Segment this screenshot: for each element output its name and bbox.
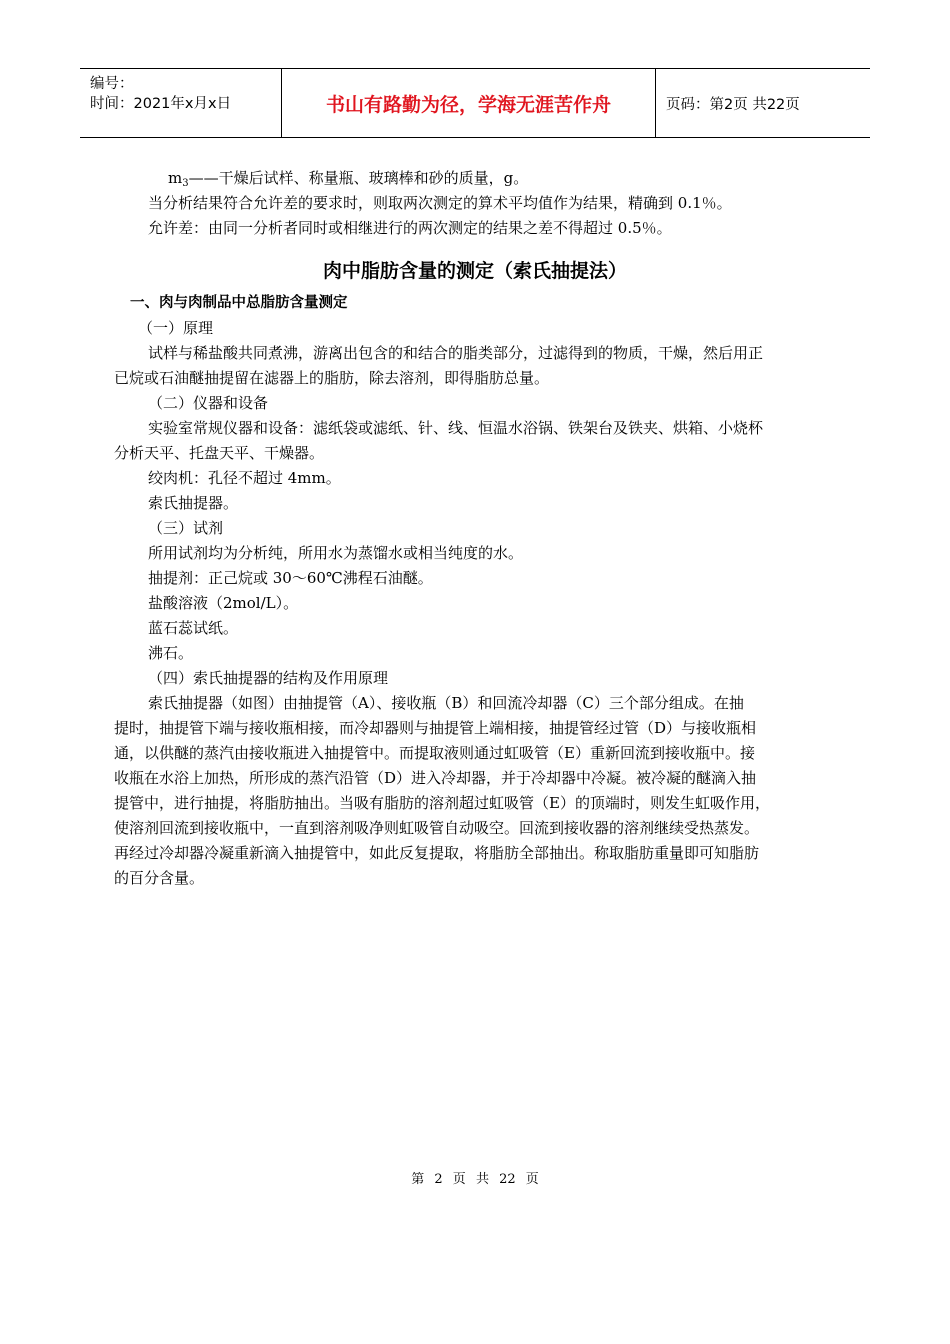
page-header — [80, 68, 870, 138]
reagent-line: 沸石。 — [148, 644, 194, 662]
document-title: 肉中脂肪含量的测定（索氏抽提法） — [322, 260, 627, 282]
principle-heading: （一）原理 — [138, 319, 214, 337]
footer-ye: 页 — [525, 1172, 539, 1187]
time-label: 时间：2021年x月x日 — [90, 96, 232, 112]
footer-total-pages: 22 — [499, 1172, 516, 1187]
reagent-line: 所用试剂均为分析纯，所用水为蒸馏水或相当纯度的水。 — [148, 544, 524, 562]
principle-line: 试样与稀盐酸共同煮沸，游离出包含的和结合的脂类部分，过滤得到的物质，干燥，然后用正 — [148, 344, 764, 362]
m3-subscript: 3 — [182, 178, 189, 189]
header-meta-cell — [80, 69, 282, 137]
structure-line: 的百分含量。 — [114, 869, 205, 887]
equipment-line: 绞肉机：孔径不超过 4mm。 — [148, 469, 341, 487]
structure-line: 提时，抽提管下端与接收瓶相接，而冷却器则与抽提管上端相接，抽提管经过管（D）与接收瓶相 — [114, 719, 757, 737]
footer-page-number: 2 — [434, 1172, 443, 1187]
structure-line: 提管中，进行抽提，将脂肪抽出。当吸有脂肪的溶剂超过虹吸管（E）的顶端时，则发生虹吸作用， — [114, 794, 770, 812]
structure-line: 使溶剂回流到接收瓶中，一直到溶剂吸净则虹吸管自动吸空。回流到接收器的溶剂继续受热蒸发。 — [114, 819, 760, 837]
equipment-heading: （二）仪器和设备 — [148, 394, 269, 412]
reagent-heading: （三）试剂 — [148, 519, 224, 537]
footer-di: 第 — [411, 1172, 425, 1187]
header-motto: 书山有路勤为径，学海无涯苦作舟 — [282, 69, 656, 137]
section-heading: 一、肉与肉制品中总脂肪含量测定 — [130, 295, 348, 311]
structure-line: 再经过冷却器冷凝重新滴入抽提管中，如此反复提取，将脂肪全部抽出。称取脂肪重量即可知脂肪 — [114, 844, 760, 862]
footer-ye: 页 — [452, 1172, 466, 1187]
structure-line: 收瓶在水浴上加热，所形成的蒸汽沿管（D）进入冷却器，并于冷却器中冷凝。被冷凝的醚滴入抽 — [114, 769, 757, 787]
header-page-info: 页码：第2页 共22页 — [666, 96, 800, 113]
equipment-line: 分析天平、托盘天平、干燥器。 — [114, 444, 325, 462]
structure-line: 索氏抽提器（如图）由抽提管（A）、接收瓶（B）和回流冷却器（C）三个部分组成。在抽 — [148, 694, 744, 712]
structure-line: 通，以供醚的蒸汽由接收瓶进入抽提管中。而提取液则通过虹吸管（E）重新回流到接收瓶中。接 — [114, 744, 755, 762]
footer-gong: 共 — [475, 1172, 489, 1187]
m3-definition — [168, 169, 528, 193]
page-footer — [0, 1168, 950, 1187]
equipment-line: 索氏抽提器。 — [148, 494, 239, 512]
result-line: 当分析结果符合允许差的要求时，则取两次测定的算术平均值作为结果，精确到 0.1％。 — [148, 194, 732, 212]
equipment-line: 实验室常规仪器和设备：滤纸袋或滤纸、针、线、恒温水浴锅、铁架台及铁夹、烘箱、小烧杯 — [148, 419, 764, 437]
reagent-line: 抽提剂：正己烷或 30～60℃沸程石油醚。 — [148, 569, 433, 587]
principle-line: 已烷或石油醚抽提留在滤器上的脂肪，除去溶剂，即得脂肪总量。 — [114, 369, 550, 387]
reagent-line: 蓝石蕊试纸。 — [148, 619, 239, 637]
m3-text: ——干燥后试样、称量瓶、玻璃棒和砂的质量，g。 — [188, 169, 529, 187]
m3-symbol: m — [168, 169, 183, 187]
structure-heading: （四）索氏抽提器的结构及作用原理 — [148, 669, 389, 687]
reagent-line: 盐酸溶液（2mol/L）。 — [148, 594, 299, 612]
number-label: 编号： — [90, 76, 134, 92]
tolerance-line: 允许差：由同一分析者同时或相继进行的两次测定的结果之差不得超过 0.5％。 — [148, 219, 672, 237]
